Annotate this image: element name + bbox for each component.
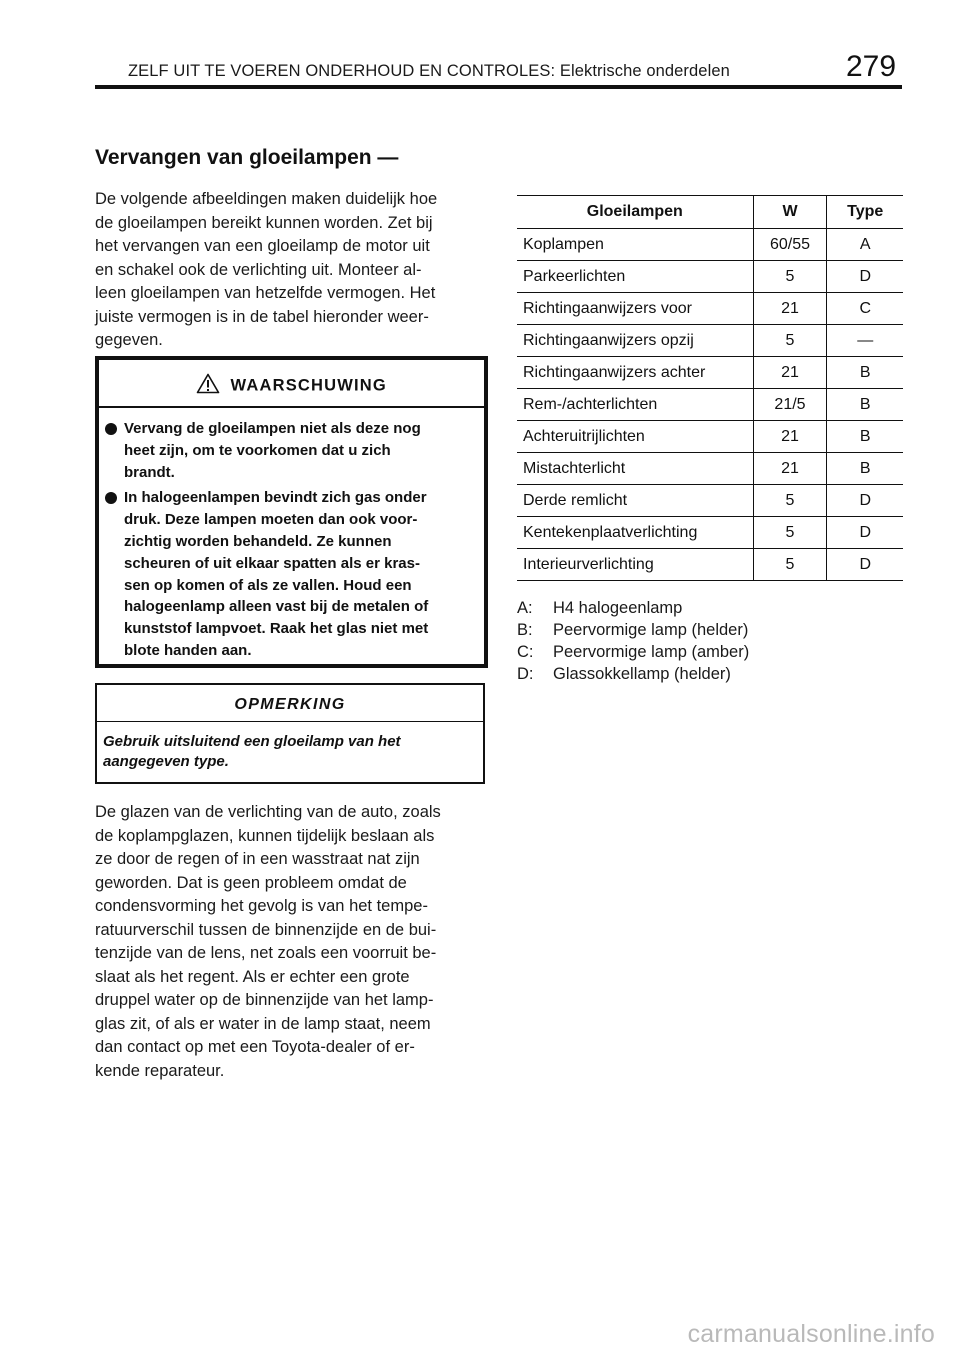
intro-line: gegeven. [95, 331, 163, 349]
legend-text: H4 halogeenlamp [553, 599, 683, 617]
bulb-watt: 21 [753, 453, 827, 485]
bulb-name: Koplampen [517, 229, 753, 261]
column-header-bulb: Gloeilampen [517, 196, 753, 229]
bulb-name: Richtingaanwijzers achter [517, 357, 753, 389]
table-row [517, 229, 903, 261]
bulb-watt: 21 [753, 421, 827, 453]
legend-item [517, 641, 749, 663]
bulb-watt: 21 [753, 357, 827, 389]
closing-line: ze door de regen of in een wasstraat nat zijn [95, 850, 420, 868]
bulb-type: B [827, 357, 903, 389]
legend-key: B: [517, 621, 533, 639]
closing-line: de koplampglazen, kunnen tijdelijk beslaan als [95, 826, 435, 845]
warning-line: blote handen aan. [124, 641, 252, 659]
bulb-type: D [827, 485, 903, 517]
legend-text: Glassokkellamp (helder) [553, 665, 731, 683]
section-title: Vervangen van gloeilampen — [95, 146, 399, 169]
table-row [517, 517, 903, 549]
legend-item [517, 597, 749, 619]
legend-key: A: [517, 599, 533, 617]
bulb-type: — [827, 325, 903, 357]
bulb-watt: 5 [753, 485, 827, 517]
bulb-name: Richtingaanwijzers opzij [517, 325, 753, 357]
table-header-row [517, 196, 903, 229]
bulb-type: C [827, 293, 903, 325]
legend-text: Peervormige lamp (helder) [553, 621, 749, 639]
warning-header [99, 360, 484, 408]
closing-line: De glazen van de verlichting van de auto, zoals [95, 803, 441, 821]
note-line: Gebruik uitsluitend een gloeilamp van het [103, 733, 401, 750]
warning-line: halogeenlamp alleen vast bij de metalen of [124, 598, 429, 616]
intro-paragraph [95, 188, 490, 353]
closing-line: glas zit, of als er water in de lamp staat, neem [95, 1014, 431, 1033]
intro-line: de gloeilampen bereikt kunnen worden. Zet bij [95, 213, 433, 232]
bulb-watt: 21/5 [753, 389, 827, 421]
bulb-name: Achteruitrijlichten [517, 421, 753, 453]
warning-box [95, 356, 488, 668]
bulb-watt: 5 [753, 325, 827, 357]
intro-line: juiste vermogen is in de tabel hieronder weer- [95, 307, 429, 326]
table-row [517, 421, 903, 453]
table-row [517, 389, 903, 421]
bulb-type: D [827, 261, 903, 293]
intro-line: en schakel ook de verlichting uit. Monteer al- [95, 260, 422, 279]
bulb-name: Parkeerlichten [517, 261, 753, 293]
table-row [517, 485, 903, 517]
bulb-watt: 5 [753, 261, 827, 293]
bullet-icon [105, 423, 117, 435]
warning-line: sen op komen of als ze vallen. Houd een [124, 576, 412, 594]
closing-paragraph [95, 801, 490, 1083]
intro-line: De volgende afbeeldingen maken duidelijk hoe [95, 190, 438, 208]
warning-triangle-icon [196, 373, 220, 399]
bulb-watt: 5 [753, 517, 827, 549]
closing-line: slaat als het regent. Als er echter een grote [95, 967, 410, 986]
bulb-name: Richtingaanwijzers voor [517, 293, 753, 325]
bulb-name: Mistachterlicht [517, 453, 753, 485]
bulb-type: D [827, 549, 903, 581]
table-row [517, 357, 903, 389]
warning-title: WAARSCHUWING [230, 376, 387, 395]
bulb-type: D [827, 517, 903, 549]
legend-text: Peervormige lamp (amber) [553, 643, 750, 661]
running-header: ZELF UIT TE VOEREN ONDERHOUD EN CONTROLES: Elektrische onderdelen [128, 62, 730, 80]
warning-line: In halogeenlampen bevindt zich gas onder [124, 489, 427, 507]
note-title: OPMERKING [97, 685, 483, 722]
bulb-type: B [827, 389, 903, 421]
warning-line: heet zijn, om te voorkomen dat u zich [124, 441, 391, 459]
table-row [517, 549, 903, 581]
legend-item [517, 619, 749, 641]
warning-item [99, 487, 484, 661]
legend-key: D: [517, 665, 534, 683]
warning-line: scheuren of uit elkaar spatten als er kras- [124, 554, 420, 572]
closing-line: geworden. Dat is geen probleem omdat de [95, 873, 407, 892]
warning-line: druk. Deze lampen moeten dan ook voor- [124, 511, 418, 529]
note-text [97, 722, 483, 772]
bulb-watt: 5 [753, 549, 827, 581]
closing-line: druppel water op de binnenzijde van het lamp- [95, 991, 434, 1009]
bulb-type: A [827, 229, 903, 261]
watermark: carmanualsonline.info [687, 1320, 935, 1348]
closing-line: ratuurverschil tussen de binnenzijde en de bui- [95, 920, 437, 939]
bullet-icon [105, 492, 117, 504]
table-row [517, 325, 903, 357]
bulb-name: Derde remlicht [517, 485, 753, 517]
note-box [95, 683, 485, 784]
bulb-name: Kentekenplaatverlichting [517, 517, 753, 549]
page-number: 279 [846, 50, 897, 83]
legend-item [517, 663, 749, 685]
warning-line: brandt. [124, 463, 175, 481]
closing-line: condensvorming het gevolg is van het tempe- [95, 897, 428, 915]
warning-item [99, 418, 484, 483]
header-rule [95, 85, 902, 89]
table-row [517, 293, 903, 325]
closing-line: dan contact op met een Toyota-dealer of er- [95, 1038, 415, 1056]
warning-line: zichtig worden behandeld. Ze kunnen [124, 532, 392, 550]
bulb-table [517, 195, 903, 581]
warning-line: Vervang de gloeilampen niet als deze nog [124, 420, 421, 437]
bulb-type: B [827, 453, 903, 485]
intro-line: het vervangen van een gloeilamp de motor uit [95, 237, 430, 255]
intro-line: leen gloeilampen van hetzelfde vermogen. Het [95, 284, 436, 302]
bulb-name: Interieurverlichting [517, 549, 753, 581]
bulb-type: B [827, 421, 903, 453]
bulb-type-legend [517, 597, 749, 685]
closing-line: tenzijde van de lens, net zoals een voorruit be- [95, 944, 437, 962]
bulb-watt: 60/55 [753, 229, 827, 261]
table-row [517, 453, 903, 485]
legend-key: C: [517, 643, 534, 661]
table-row [517, 261, 903, 293]
bulb-watt: 21 [753, 293, 827, 325]
column-header-watt: W [753, 196, 827, 229]
note-line: aangegeven type. [103, 753, 229, 770]
warning-line: kunststof lampvoet. Raak het glas niet met [124, 620, 429, 638]
closing-line: kende reparateur. [95, 1061, 225, 1080]
warning-list [99, 418, 484, 666]
column-header-type: Type [827, 196, 903, 229]
bulb-name: Rem-/achterlichten [517, 389, 753, 421]
